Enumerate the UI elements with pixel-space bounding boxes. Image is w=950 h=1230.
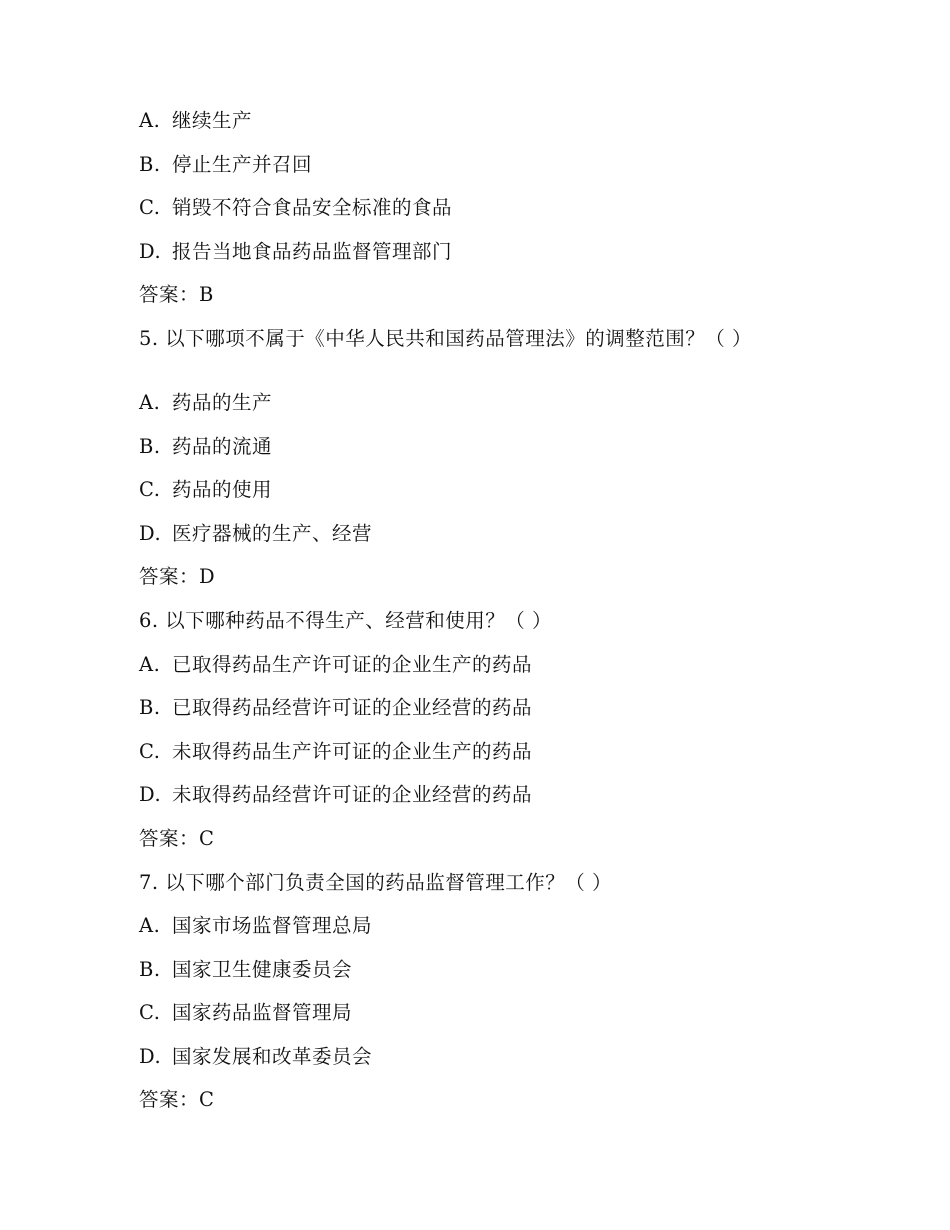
option-text: 医疗器械的生产、经营 — [172, 521, 373, 545]
option-a — [139, 911, 819, 955]
option-label: D. — [139, 1044, 162, 1068]
option-text: 药品的流通 — [172, 434, 273, 458]
option-c — [139, 737, 819, 781]
answer: 答案：D — [139, 565, 216, 589]
option-label: C. — [139, 739, 161, 763]
option-a — [139, 106, 819, 150]
question-block-6 — [139, 606, 819, 868]
option-text: 已取得药品经营许可证的企业经营的药品 — [172, 696, 533, 720]
question-block-7 — [139, 868, 819, 1130]
option-text: 国家卫生健康委员会 — [172, 957, 353, 981]
option-label: C. — [139, 478, 161, 502]
option-label: B. — [139, 957, 161, 981]
option-a — [139, 388, 819, 432]
option-d — [139, 519, 819, 563]
option-b — [139, 150, 819, 194]
option-c — [139, 475, 819, 519]
option-label: D. — [139, 521, 162, 545]
answer: 答案：C — [139, 826, 215, 850]
option-label: B. — [139, 434, 161, 458]
document-page — [139, 106, 819, 1129]
option-c — [139, 193, 819, 237]
option-text: 国家发展和改革委员会 — [172, 1044, 373, 1068]
option-label: D. — [139, 783, 162, 807]
option-text: 报告当地食品药品监督管理部门 — [172, 239, 453, 263]
option-label: B. — [139, 696, 161, 720]
answer: 答案：B — [139, 283, 214, 307]
option-label: A. — [139, 390, 161, 414]
question-block-4 — [139, 106, 819, 324]
question-text: 5. 以下哪项不属于《中华人民共和国药品管理法》的调整范围？（ ） — [139, 326, 753, 350]
option-text: 未取得药品经营许可证的企业经营的药品 — [172, 783, 533, 807]
option-b — [139, 693, 819, 737]
option-text: 已取得药品生产许可证的企业生产的药品 — [172, 652, 533, 676]
option-c — [139, 998, 819, 1042]
question-block-5 — [139, 324, 819, 606]
option-b — [139, 432, 819, 476]
answer: 答案：C — [139, 1088, 215, 1112]
option-a — [139, 650, 819, 694]
option-d — [139, 237, 819, 281]
option-d — [139, 780, 819, 824]
option-b — [139, 955, 819, 999]
option-text: 未取得药品生产许可证的企业生产的药品 — [172, 739, 533, 763]
option-text: 国家市场监督管理总局 — [172, 914, 373, 938]
option-label: C. — [139, 1001, 161, 1025]
option-label: A. — [139, 914, 161, 938]
option-label: D. — [139, 239, 162, 263]
option-text: 停止生产并召回 — [172, 152, 313, 176]
option-text: 继续生产 — [172, 109, 253, 132]
question-text: 6. 以下哪种药品不得生产、经营和使用？（ ） — [139, 608, 553, 632]
option-label: B. — [139, 152, 161, 176]
option-label: A. — [139, 652, 161, 676]
option-text: 国家药品监督管理局 — [172, 1001, 353, 1025]
question-text: 7. 以下哪个部门负责全国的药品监督管理工作？（ ） — [139, 870, 613, 894]
option-text: 药品的使用 — [172, 478, 273, 502]
option-label: C. — [139, 196, 161, 220]
option-label: A. — [139, 109, 161, 132]
option-text: 药品的生产 — [172, 390, 273, 414]
option-text: 销毁不符合食品安全标准的食品 — [172, 196, 453, 220]
option-d — [139, 1042, 819, 1086]
